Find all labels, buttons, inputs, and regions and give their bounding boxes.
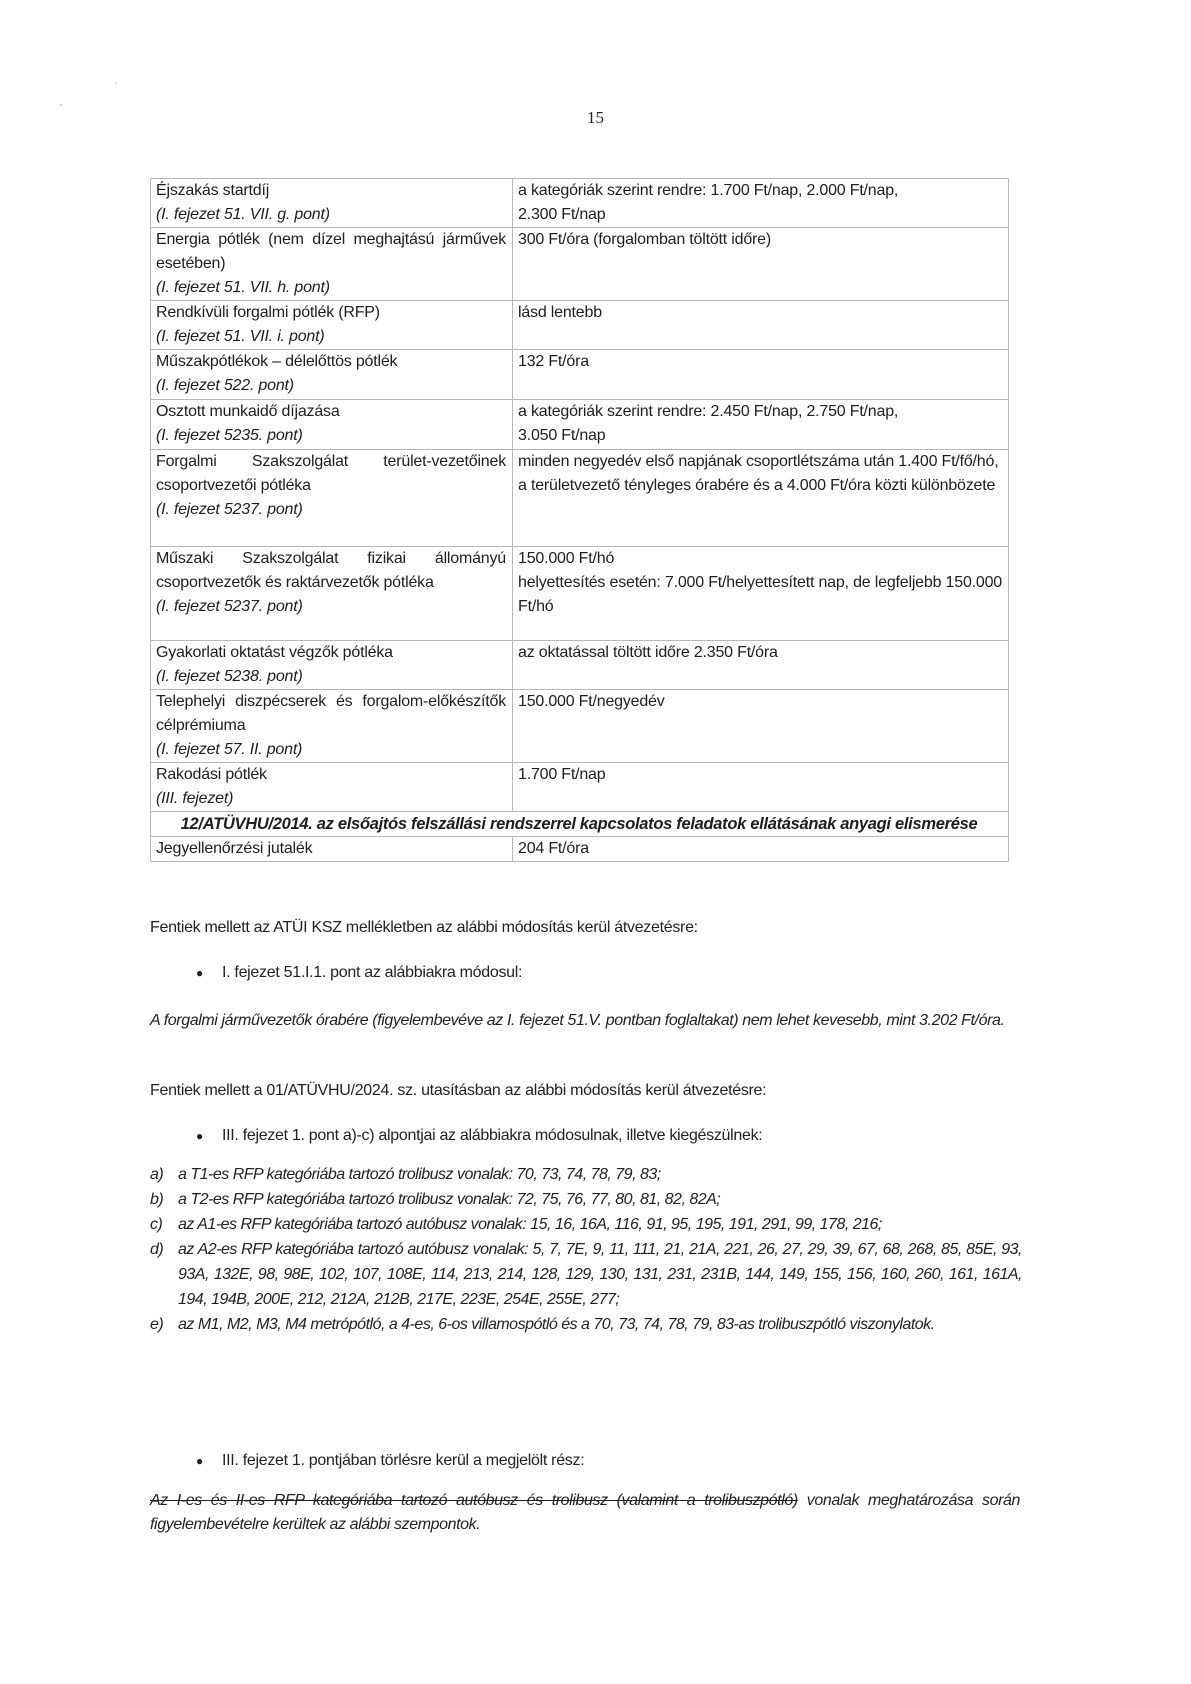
- table-row: [151, 301, 1009, 350]
- table-row: [151, 641, 1009, 690]
- chapter-reference: (I. fejezet 51. VII. i. pont): [156, 328, 325, 345]
- list-text: az A1-es RFP kategóriába tartozó autóbusz vonalak: 15, 16, 16A, 116, 91, 95, 195, 191, 291, 99, 178, 216;: [178, 1216, 882, 1233]
- rfp-category-list: [150, 1162, 1022, 1337]
- list-marker: d): [150, 1241, 164, 1258]
- bullet-item: [196, 1124, 763, 1148]
- allowance-value: 150.000 Ft/hó: [518, 550, 615, 567]
- bullet-item: [196, 1449, 585, 1473]
- allowance-value: a kategóriák szerint rendre: 1.700 Ft/nap, 2.000 Ft/nap,: [518, 182, 899, 199]
- allowance-name: Forgalmi Szakszolgálat terület-vezetőinek csoportvezetői pótléka: [156, 453, 506, 494]
- deleted-text: Az I-es és II-es RFP kategóriába tartozó autóbusz és trolibusz (valamint a trolibuszpótló): [150, 1492, 798, 1509]
- allowance-name: Telephelyi diszpécserek és forgalom-előkészítők célprémiuma: [156, 693, 506, 734]
- allowance-value: 132 Ft/óra: [518, 353, 589, 370]
- allowance-value: az oktatással töltött időre 2.350 Ft/óra: [518, 644, 778, 661]
- allowance-name-cell: [151, 690, 513, 763]
- page-number: 15: [587, 108, 604, 127]
- table-row: [151, 350, 1009, 400]
- bullet-item: [196, 961, 523, 985]
- quoted-amendment: A forgalmi járművezetők órabére (figyelembevéve az I. fejezet 51.V. pontban foglaltakat) nem lehet kevesebb, mint 3.202 Ft/óra.: [150, 1012, 1005, 1029]
- allowance-value: 300 Ft/óra (forgalomban töltött időre): [518, 231, 771, 248]
- bullet-icon: ●: [196, 966, 203, 980]
- chapter-reference: (I. fejezet 51. VII. g. pont): [156, 206, 330, 223]
- allowance-name: Éjszakás startdíj: [156, 182, 270, 199]
- table-row: [151, 690, 1009, 763]
- allowance-value: lásd lentebb: [518, 304, 602, 321]
- allowance-value-cell: [513, 301, 1009, 350]
- allowance-value-cell: [513, 450, 1009, 547]
- list-item: [150, 1187, 1022, 1212]
- allowance-name: Rakodási pótlék: [156, 766, 267, 783]
- table-row: [151, 400, 1009, 450]
- paragraph-atui-ksz: Fentiek mellett az ATÜI KSZ mellékletben az alábbi módosítás kerül átvezetésre:: [150, 919, 698, 936]
- allowance-name-cell: [151, 763, 513, 812]
- bullet-text: III. fejezet 1. pont a)-c) alpontjai az alábbiakra módosulnak, illetve kiegészülnek:: [222, 1127, 763, 1144]
- bullet-text: III. fejezet 1. pontjában törlésre kerül a megjelölt rész:: [222, 1452, 585, 1469]
- chapter-reference: (I. fejezet 5238. pont): [156, 668, 303, 685]
- allowance-value: a kategóriák szerint rendre: 2.450 Ft/nap, 2.750 Ft/nap,: [518, 403, 899, 420]
- list-marker: c): [150, 1216, 163, 1233]
- allowance-name: Energia pótlék (nem dízel meghajtású járművek esetében): [156, 231, 506, 272]
- allowance-name-cell: [151, 350, 513, 400]
- allowance-value: helyettesítés esetén: 7.000 Ft/helyettesített nap, de legfeljebb 150.000 Ft/hó: [518, 574, 1002, 615]
- remaining-text: vonalak meghatározása során figyelembevételre kerültek az alábbi szempontok.: [150, 1492, 1020, 1533]
- list-marker: e): [150, 1316, 164, 1333]
- list-marker: b): [150, 1191, 164, 1208]
- allowance-value-cell: [513, 547, 1009, 641]
- allowance-value: 204 Ft/óra: [513, 837, 1009, 862]
- allowance-name: Jegyellenőrzési jutalék: [151, 837, 513, 862]
- chapter-reference: (I. fejezet 5237. pont): [156, 501, 303, 518]
- allowance-table: [150, 178, 1009, 862]
- allowance-name-cell: [151, 450, 513, 547]
- table-row: [151, 450, 1009, 547]
- allowance-name-cell: [151, 547, 513, 641]
- list-item: [150, 1212, 1022, 1237]
- list-text: a T2-es RFP kategóriába tartozó trolibusz vonalak: 72, 75, 76, 77, 80, 81, 82, 82A;: [178, 1191, 721, 1208]
- table-row: [151, 837, 1009, 862]
- bullet-icon: ●: [196, 1129, 203, 1143]
- allowance-name: Rendkívüli forgalmi pótlék (RFP): [156, 304, 380, 321]
- allowance-value: a területvezető tényleges órabére és a 4.000 Ft/óra közti különbözete: [518, 477, 996, 494]
- allowance-value-cell: [513, 350, 1009, 400]
- list-item: [150, 1312, 1022, 1337]
- table-row: [151, 179, 1009, 228]
- allowance-value: 1.700 Ft/nap: [518, 766, 606, 783]
- chapter-reference: (III. fejezet): [156, 790, 234, 807]
- allowance-name: Osztott munkaidő díjazása: [156, 403, 340, 420]
- allowance-name: Gyakorlati oktatást végzők pótléka: [156, 644, 393, 661]
- allowance-value: minden negyedév első napjának csoportlétszáma után 1.400 Ft/fő/hó,: [518, 453, 999, 470]
- paragraph-utasitas: Fentiek mellett a 01/ATÜVHU/2024. sz. utasításban az alábbi módosítás kerül átvezetésre:: [150, 1082, 767, 1099]
- allowance-name-cell: [151, 641, 513, 690]
- allowance-name-cell: [151, 301, 513, 350]
- section-header-row: [151, 812, 1009, 837]
- bullet-text: I. fejezet 51.I.1. pont az alábbiakra módosul:: [222, 964, 523, 981]
- table-row: [151, 763, 1009, 812]
- scan-speck: [60, 104, 62, 106]
- bullet-icon: ●: [196, 1454, 203, 1468]
- allowance-name: Műszaki Szakszolgálat fizikai állományú csoportvezetők és raktárvezetők pótléka: [156, 550, 506, 591]
- list-item: [150, 1237, 1022, 1312]
- allowance-value-cell: [513, 690, 1009, 763]
- allowance-name-cell: [151, 228, 513, 301]
- list-item: [150, 1162, 1022, 1187]
- chapter-reference: (I. fejezet 522. pont): [156, 377, 294, 394]
- allowance-name-cell: [151, 179, 513, 228]
- chapter-reference: (I. fejezet 5237. pont): [156, 598, 303, 615]
- list-text: az A2-es RFP kategóriába tartozó autóbusz vonalak: 5, 7, 7E, 9, 11, 111, 21, 21A, 221, 26, 27, 29, 39, 67, 68, 268, 85, 85E, 93, 93A, 132E, 98, 98E, 102, 107, 108E, 114, 213, 214, 128, 129, 130, 131, 231, 231B, 144, 149, 155, 156, 160, 260, 161, 161A, 194, 194B, 200E, 212, 212A, 212B, 217E, 223E, 254E, 255E, 277;: [178, 1241, 1022, 1308]
- allowance-name-cell: [151, 400, 513, 450]
- allowance-value: 3.050 Ft/nap: [518, 427, 606, 444]
- allowance-value-cell: [513, 400, 1009, 450]
- list-text: az M1, M2, M3, M4 metrópótló, a 4-es, 6-os villamospótló és a 70, 73, 74, 78, 79, 83-as trolibuszpótló viszonylatok.: [178, 1316, 935, 1333]
- chapter-reference: (I. fejezet 57. II. pont): [156, 741, 303, 758]
- allowance-value-cell: [513, 641, 1009, 690]
- scan-speck: [115, 82, 117, 84]
- allowance-value: 150.000 Ft/negyedév: [518, 693, 665, 710]
- section-header: 12/ATÜVHU/2014. az elsőajtós felszállási rendszerrel kapcsolatos feladatok ellátásának anyagi elismerése: [151, 812, 1009, 837]
- table-row: [151, 547, 1009, 641]
- table-row: [151, 228, 1009, 301]
- list-marker: a): [150, 1166, 164, 1183]
- allowance-value-cell: [513, 763, 1009, 812]
- allowance-value: 2.300 Ft/nap: [518, 206, 606, 223]
- allowance-value-cell: [513, 179, 1009, 228]
- chapter-reference: (I. fejezet 5235. pont): [156, 427, 303, 444]
- allowance-name: Műszakpótlékok – délelőttös pótlék: [156, 353, 398, 370]
- allowance-value-cell: [513, 228, 1009, 301]
- deletion-paragraph: [150, 1489, 1020, 1537]
- chapter-reference: (I. fejezet 51. VII. h. pont): [156, 279, 330, 296]
- list-text: a T1-es RFP kategóriába tartozó trolibusz vonalak: 70, 73, 74, 78, 79, 83;: [178, 1166, 661, 1183]
